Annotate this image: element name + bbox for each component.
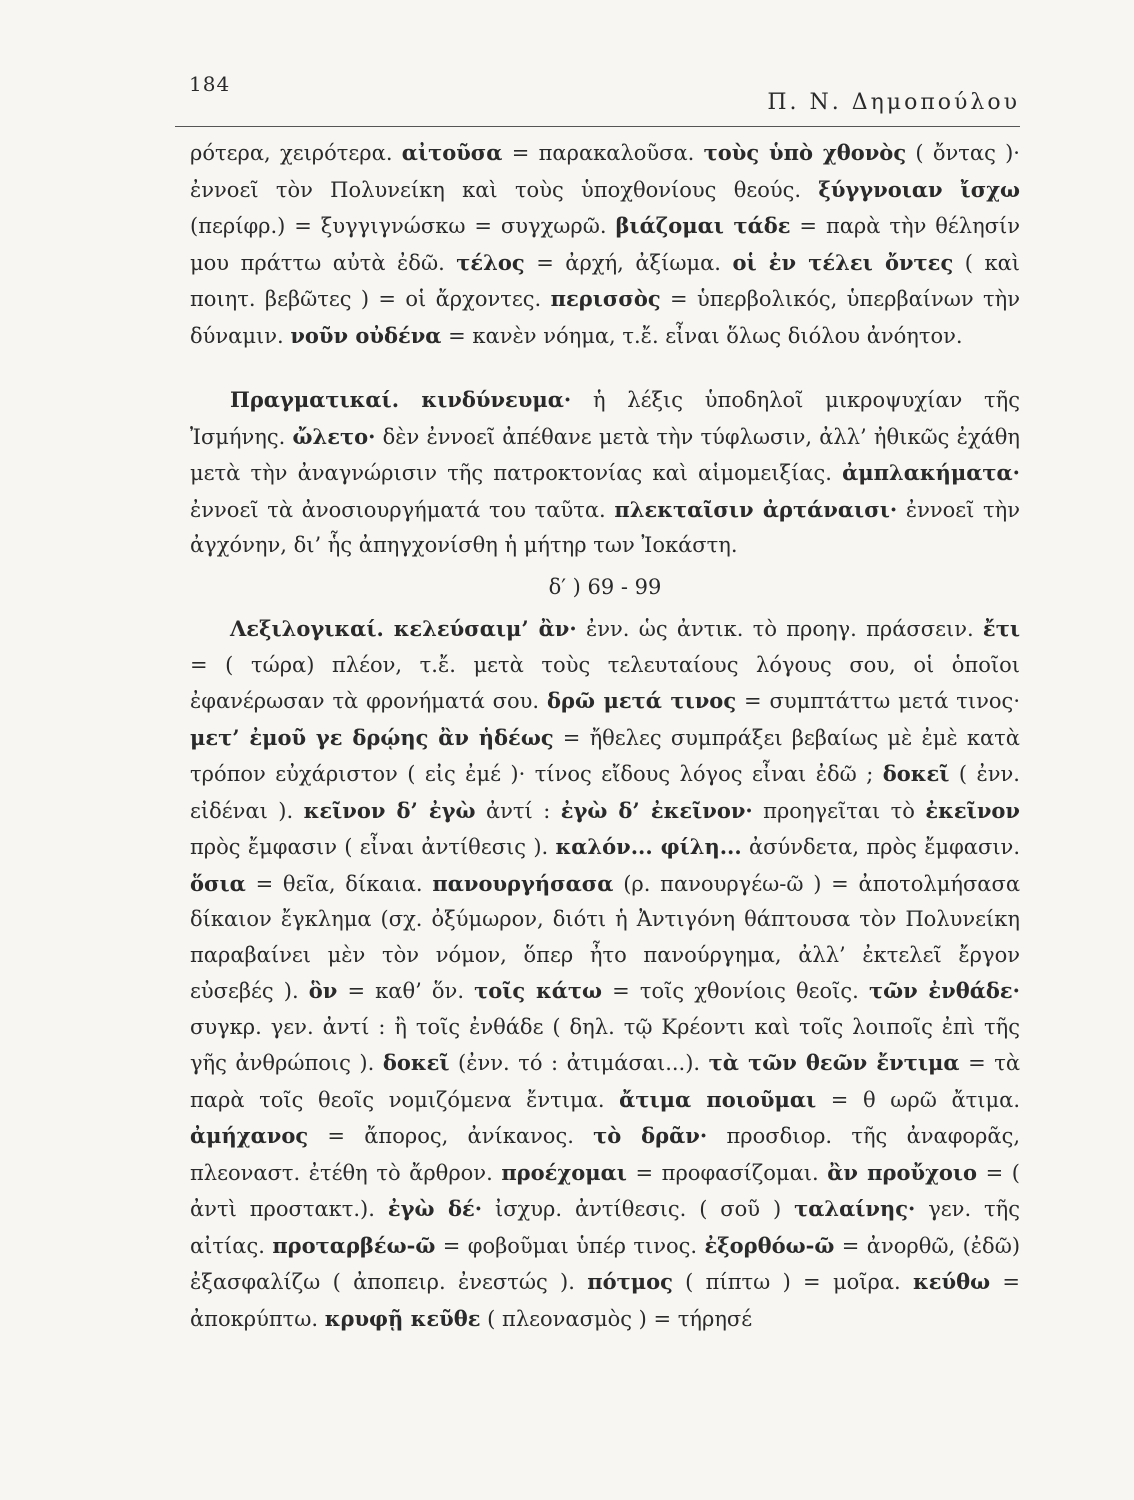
section-heading: δ′ ) 69 - 99 <box>548 574 662 599</box>
paragraph-1: ρότερα, χειρότερα. αἰτοῦσα = παρακαλοῦσα. τοὺς ὑπὸ χθονὸς ( ὄντας )· ἐννοεῖ τὸν Πολυνείκη καὶ τοὺς ὑποχθονίους θεούς. ξύγγνοιαν ἴσχω (περίφρ.) = ξυγγιγνώσκω = συγχωρῶ. βιάζομαι τάδε = παρὰ τὴν θέλησίν μου πράττω αὐτὰ ἐδῶ. τέλος = ἀρχή, ἀξίωμα. οἱ ἐν τέλει ὄντες ( καὶ ποιητ. βεβῶτες ) = οἱ ἄρχοντες. περισσὸς = ὑπερβολικός, ὑπερβαίνων τὴν δύναμιν. νοῦν οὐδένα = κανὲν νόημα, τ.ἔ. εἶναι ὅλως διόλου ἀνόητον. <box>190 140 1020 348</box>
running-head: Π. Ν. Δημοπούλου <box>767 90 1020 115</box>
body-text <box>190 135 1020 1337</box>
page-number: 184 <box>189 72 231 96</box>
page-header <box>175 72 1020 132</box>
header-rule <box>175 126 1020 127</box>
paragraph-2: Πραγματικαί. κινδύνευμα· ἡ λέξις ὑποδηλοῖ μικροψυχίαν τῆς Ἰσμήνης. ὤλετο· δὲν ἐννοεῖ ἀπέθανε μετὰ τὴν τύφλωσιν, ἀλλ’ ἠθικῶς ἐχάθη μετὰ τὴν ἀναγνώρισιν τῆς πατροκτονίας καὶ αἱμομειξίας. ἀμπλακήματα· ἐννοεῖ τὰ ἀνοσιουργήματά του ταῦτα. πλεκταῖσιν ἀρτάναισι· ἐννοεῖ τὴν ἀγχόνην, δι’ ἧς ἀπηγχονίσθη ἡ μήτηρ των Ἰοκάστη. <box>190 387 1020 557</box>
paragraph-3: Λεξιλογικαί. κελεύσαιμ’ ἂν· ἐνν. ὡς ἀντικ. τὸ προηγ. πράσσειν. ἔτι = ( τώρα) πλέον, τ.ἔ. μετὰ τοὺς τελευταίους λόγους σου, οἱ ὁποῖοι ἐφανέρωσαν τὰ φρονήματά σου. δρῶ μετά τινος = συμπτάττω μετά τινος· μετ’ ἐμοῦ γε δρῴης ἂν ἡδέως = ἤθελες συμπράξει βεβαίως μὲ ἐμὲ κατὰ τρόπον εὐχάριστον ( εἰς ἐμέ )· τίνος εἴδους λόγος εἶναι ἐδῶ ; δοκεῖ ( ἐνν. εἰδέναι ). κεῖνον δ’ ἐγὼ ἀντί : ἐγὼ δ’ ἐκεῖνον· προηγεῖται τὸ ἐκεῖνον πρὸς ἔμφασιν ( εἶναι ἀντίθεσις ). καλόν... φίλη... ἀσύνδετα, πρὸς ἔμφασιν. ὅσια = θεῖα, δίκαια. πανουργήσασα (ρ. πανουργέω-ῶ ) = ἀποτολμήσασα δίκαιον ἔγκλημα (σχ. ὀξύμωρον, διότι ἡ Ἀντιγόνη θάπτουσα τὸν Πολυνείκη παραβαίνει μὲν τὸν νόμον, ὅπερ ἦτο πανούργημα, ἀλλ’ ἐκτελεῖ ἔργον εὐσεβές ). ὃν = καθ’ ὅν. τοῖς κάτω = τοῖς χθονίοις θεοῖς. τῶν ἐνθάδε· συγκρ. γεν. ἀντί : ἢ τοῖς ἐνθάδε ( δηλ. τῷ Κρέοντι καὶ τοῖς λοιποῖς ἐπὶ τῆς γῆς ἀνθρώποις ). δοκεῖ (ἐνν. τό : ἀτιμάσαι...). τὰ τῶν θεῶν ἔντιμα = τὰ παρὰ τοῖς θεοῖς νομιζόμενα ἔντιμα. ἄτιμα ποιοῦμαι = θ ωρῶ ἄτιμα. ἀμήχανος = ἄπορος, ἀνίκανος. τὸ δρᾶν· προσδιορ. τῆς ἀναφορᾶς, πλεοναστ. ἐτέθη τὸ ἄρθρον. προέχομαι = προφασίζομαι. ἂν προὔχοιο = ( ἀντὶ προστακτ.). ἐγὼ δέ· ἰσχυρ. ἀντίθεσις. ( σοῦ ) ταλαίνης· γεν. τῆς αἰτίας. προταρβέω-ῶ = φοβοῦμαι ὑπέρ τινος. ἐξορθόω-ῶ = ἀνορθῶ, (ἐδῶ) ἐξασφαλίζω ( ἀποπειρ. ἐνεστώς ). πότμος ( πίπτω ) = μοῖρα. κεύθω = ἀποκρύπτω. κρυφῇ κεῦθε ( πλεονασμὸς ) = τήρησέ <box>190 616 1021 1331</box>
